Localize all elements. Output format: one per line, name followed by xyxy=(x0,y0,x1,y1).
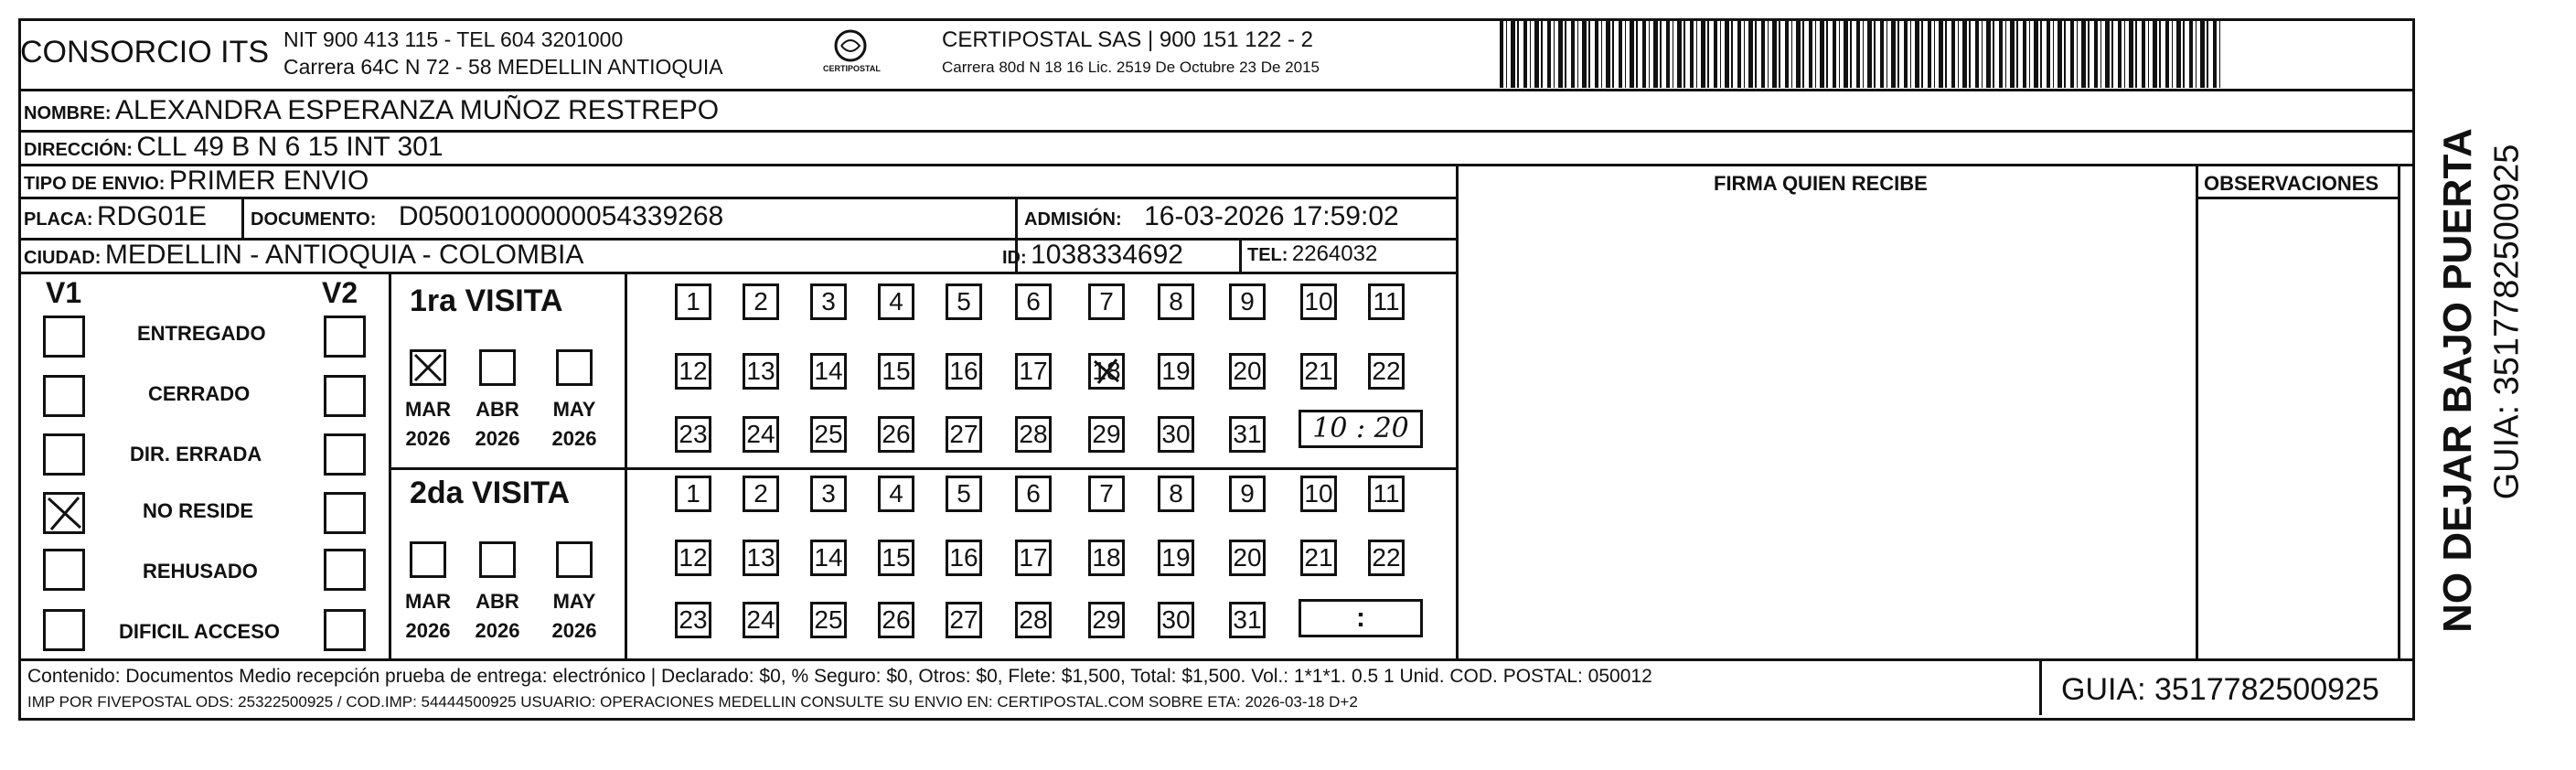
divider xyxy=(18,197,1459,199)
first-visit-day-13[interactable]: 13 xyxy=(743,353,779,390)
placa-value: RDG01E xyxy=(97,201,208,231)
divider xyxy=(2196,164,2198,658)
status-entregado: ENTREGADO xyxy=(137,322,266,345)
direccion-label: DIRECCIÓN: xyxy=(24,140,133,160)
first-visit-month-mar-checkbox[interactable] xyxy=(410,349,446,386)
divider xyxy=(389,272,391,658)
divider xyxy=(18,89,2412,91)
second-visit-time: : xyxy=(1356,603,1365,633)
status-no-reside: NO RESIDE xyxy=(143,499,254,522)
first-visit-day-19[interactable]: 19 xyxy=(1158,353,1194,390)
logo-text: CERTIPOSTAL xyxy=(823,64,881,73)
first-visit-day-18[interactable]: 18 xyxy=(1088,353,1125,390)
first-visit-title: 1ra VISITA xyxy=(410,283,563,318)
second-visit-day-15[interactable]: 15 xyxy=(878,540,914,576)
side-guia: GUIA: 3517782500925 xyxy=(2487,144,2527,500)
id-field xyxy=(1002,240,1183,271)
first-visit-day-8[interactable]: 8 xyxy=(1158,283,1194,320)
first-visit-month-abr-checkbox[interactable] xyxy=(479,349,516,386)
second-visit-day-11[interactable]: 11 xyxy=(1368,476,1405,512)
status-dir-errada: DIR. ERRADA xyxy=(130,443,262,465)
direccion-field xyxy=(24,132,444,163)
second-visit-day-27[interactable]: 27 xyxy=(946,602,982,638)
year-label: 2026 xyxy=(551,427,597,450)
v2-label: V2 xyxy=(322,276,358,309)
divider xyxy=(18,272,1459,274)
second-visit-day-19[interactable]: 19 xyxy=(1158,540,1194,576)
id-label: ID: xyxy=(1002,248,1027,268)
first-visit-day-5[interactable]: 5 xyxy=(946,283,982,320)
divider xyxy=(18,658,2412,661)
tel-value: 2264032 xyxy=(1291,241,1378,266)
ciudad-label: CIUDAD: xyxy=(24,248,102,268)
second-visit-month-mar-checkbox[interactable] xyxy=(410,541,446,578)
first-visit-day-9[interactable]: 9 xyxy=(1229,283,1266,320)
placa-field xyxy=(24,201,207,232)
divider xyxy=(241,197,244,238)
nombre-field xyxy=(24,95,719,126)
first-visit-day-30[interactable]: 30 xyxy=(1158,416,1194,453)
x-mark-icon xyxy=(46,495,82,531)
tipo-envio-value: PRIMER ENVIO xyxy=(168,166,369,196)
divider xyxy=(18,164,2412,166)
second-visit-day-17[interactable]: 17 xyxy=(1015,540,1052,576)
first-visit-time-box[interactable] xyxy=(1299,410,1423,448)
second-visit-day-9[interactable]: 9 xyxy=(1229,476,1266,512)
second-visit-day-12[interactable]: 12 xyxy=(675,540,711,576)
first-visit-day-31[interactable]: 31 xyxy=(1229,416,1266,453)
second-visit-day-5[interactable]: 5 xyxy=(946,476,982,512)
second-visit-day-31[interactable]: 31 xyxy=(1229,602,1266,638)
admision-field xyxy=(1024,201,1399,232)
first-visit-day-2[interactable]: 2 xyxy=(743,283,779,320)
v1-checkbox-no-reside[interactable] xyxy=(43,492,85,534)
second-visit-day-18[interactable]: 18 xyxy=(1088,540,1125,576)
first-visit-day-3[interactable]: 3 xyxy=(810,283,847,320)
documento-field xyxy=(251,201,723,232)
footer-guia: GUIA: 3517782500925 xyxy=(2061,672,2379,707)
first-visit-day-12[interactable]: 12 xyxy=(675,353,711,390)
year-label: 2026 xyxy=(551,619,597,642)
company-address: Carrera 64C N 72 - 58 MEDELLIN ANTIOQUIA xyxy=(283,55,723,79)
second-visit-day-4[interactable]: 4 xyxy=(878,476,914,512)
month-label: MAY xyxy=(552,398,596,421)
imp-text: IMP POR FIVEPOSTAL ODS: 25322500925 / COD.IMP: 54444500925 USUARIO: OPERACIONES MEDELLIN CONSULTE SU ENVIO EN: CERTIPOSTAL.COM SOBRE ETA: 2026-03-18 D+2 xyxy=(27,693,1358,711)
second-visit-day-21[interactable]: 21 xyxy=(1300,540,1337,576)
first-visit-day-17[interactable]: 17 xyxy=(1015,353,1052,390)
status-dificil-acceso: DIFICIL ACCESO xyxy=(119,620,281,643)
second-visit-day-13[interactable]: 13 xyxy=(743,540,779,576)
status-rehusado: REHUSADO xyxy=(143,560,258,583)
first-visit-day-27[interactable]: 27 xyxy=(946,416,982,453)
x-mark-icon xyxy=(412,352,444,383)
tel-label: TEL: xyxy=(1247,245,1288,265)
year-label: 2026 xyxy=(475,619,520,642)
second-visit-day-29[interactable]: 29 xyxy=(1088,602,1125,638)
divider xyxy=(389,467,1459,470)
v1-checkbox-cerrado[interactable] xyxy=(43,375,85,417)
certipostal-line: CERTIPOSTAL SAS | 900 151 122 - 2 xyxy=(942,27,1313,52)
second-visit-day-25[interactable]: 25 xyxy=(810,602,847,638)
second-visit-month-abr-checkbox[interactable] xyxy=(479,541,516,578)
year-label: 2026 xyxy=(475,427,520,450)
v2-checkbox-rehusado[interactable] xyxy=(324,549,366,591)
first-visit-day-26[interactable]: 26 xyxy=(878,416,914,453)
v2-checkbox-dir-errada[interactable] xyxy=(324,433,366,476)
observaciones-header: OBSERVACIONES xyxy=(2204,172,2379,195)
first-visit-day-21[interactable]: 21 xyxy=(1300,353,1337,390)
divider xyxy=(625,272,627,658)
second-visit-day-20[interactable]: 20 xyxy=(1229,540,1266,576)
first-visit-day-4[interactable]: 4 xyxy=(878,283,914,320)
admision-label: ADMISIÓN: xyxy=(1024,209,1122,230)
year-label: 2026 xyxy=(405,427,451,450)
second-visit-time-box[interactable] xyxy=(1299,599,1423,637)
divider xyxy=(1456,164,1459,658)
firma-header: FIRMA QUIEN RECIBE xyxy=(1714,172,1928,195)
divider xyxy=(2039,658,2042,715)
divider xyxy=(2196,197,2400,199)
first-visit-day-6[interactable]: 6 xyxy=(1015,283,1052,320)
first-visit-day-24[interactable]: 24 xyxy=(743,416,779,453)
nombre-value: ALEXANDRA ESPERANZA MUÑOZ RESTREPO xyxy=(115,95,720,125)
month-label: ABR xyxy=(476,398,519,421)
first-visit-day-7[interactable]: 7 xyxy=(1088,283,1125,320)
divider xyxy=(1239,238,1242,272)
v1-label: V1 xyxy=(46,276,82,309)
v1-checkbox-entregado[interactable] xyxy=(43,315,85,358)
first-visit-day-11[interactable]: 11 xyxy=(1368,283,1405,320)
v2-checkbox-cerrado[interactable] xyxy=(324,375,366,417)
second-visit-day-8[interactable]: 8 xyxy=(1158,476,1194,512)
month-label: MAR xyxy=(404,398,452,421)
first-visit-day-23[interactable]: 23 xyxy=(675,416,711,453)
nombre-label: NOMBRE: xyxy=(24,103,112,123)
x-mark-icon xyxy=(1091,356,1122,387)
first-visit-day-15[interactable]: 15 xyxy=(878,353,914,390)
nit-line: NIT 900 413 115 - TEL 604 3201000 xyxy=(283,27,624,51)
first-visit-day-16[interactable]: 16 xyxy=(946,353,982,390)
second-visit-day-3[interactable]: 3 xyxy=(810,476,847,512)
status-cerrado: CERRADO xyxy=(148,382,251,405)
first-visit-month-may-checkbox[interactable] xyxy=(556,349,593,386)
first-visit-day-22[interactable]: 22 xyxy=(1368,353,1405,390)
tel-field xyxy=(1247,241,1377,267)
v2-checkbox-dificil-acceso[interactable] xyxy=(324,609,366,651)
company-name: CONSORCIO ITS xyxy=(20,35,270,70)
v1-checkbox-dir-errada[interactable] xyxy=(43,433,85,476)
second-visit-day-6[interactable]: 6 xyxy=(1015,476,1052,512)
second-visit-day-30[interactable]: 30 xyxy=(1158,602,1194,638)
second-visit-day-16[interactable]: 16 xyxy=(946,540,982,576)
v2-checkbox-entregado[interactable] xyxy=(324,315,366,358)
documento-value: D05001000000054339268 xyxy=(398,201,724,231)
side-warning: NO DEJAR BAJO PUERTA xyxy=(2435,128,2480,633)
ciudad-field xyxy=(24,240,583,271)
first-visit-day-25[interactable]: 25 xyxy=(810,416,847,453)
first-visit-day-20[interactable]: 20 xyxy=(1229,353,1266,390)
month-label: ABR xyxy=(476,590,519,613)
divider xyxy=(2398,164,2400,658)
first-visit-day-10[interactable]: 10 xyxy=(1300,283,1337,320)
month-label: MAR xyxy=(404,590,452,613)
first-visit-day-29[interactable]: 29 xyxy=(1088,416,1125,453)
certipostal-address: Carrera 80d N 18 16 Lic. 2519 De Octubre 23 De 2015 xyxy=(942,59,1320,76)
first-visit-day-14[interactable]: 14 xyxy=(810,353,847,390)
first-visit-day-28[interactable]: 28 xyxy=(1015,416,1052,453)
second-visit-day-2[interactable]: 2 xyxy=(743,476,779,512)
first-visit-time: 10 : 20 xyxy=(1312,412,1409,444)
second-visit-day-28[interactable]: 28 xyxy=(1015,602,1052,638)
second-visit-day-23[interactable]: 23 xyxy=(675,602,711,638)
ciudad-value: MEDELLIN - ANTIOQUIA - COLOMBIA xyxy=(104,240,584,270)
second-visit-title: 2da VISITA xyxy=(410,476,571,510)
second-visit-day-1[interactable]: 1 xyxy=(675,476,711,512)
second-visit-day-7[interactable]: 7 xyxy=(1088,476,1125,512)
second-visit-day-14[interactable]: 14 xyxy=(810,540,847,576)
second-visit-day-26[interactable]: 26 xyxy=(878,602,914,638)
v2-checkbox-no-reside[interactable] xyxy=(324,492,366,534)
tipo-envio-label: TIPO DE ENVIO: xyxy=(24,174,166,194)
v1-checkbox-rehusado[interactable] xyxy=(43,549,85,591)
documento-label: DOCUMENTO: xyxy=(251,209,377,230)
second-visit-month-may-checkbox[interactable] xyxy=(556,541,593,578)
admision-value: 16-03-2026 17:59:02 xyxy=(1144,201,1399,231)
month-label: MAY xyxy=(552,590,596,613)
placa-label: PLACA: xyxy=(24,209,93,230)
id-value: 1038334692 xyxy=(1031,240,1183,270)
tipo-envio-field xyxy=(24,166,369,197)
second-visit-day-22[interactable]: 22 xyxy=(1368,540,1405,576)
second-visit-day-24[interactable]: 24 xyxy=(743,602,779,638)
contenido-text: Contenido: Documentos Medio recepción prueba de entrega: electrónico | Declarado: $0, % Seguro: $0, Otros: $0, Flete: $1,500, Total: $1,500. Vol.: 1*1*1. 0.5 1 Unid. COD. POSTAL: 050012 xyxy=(27,666,1652,687)
direccion-value: CLL 49 B N 6 15 INT 301 xyxy=(136,132,444,162)
v1-checkbox-dificil-acceso[interactable] xyxy=(43,609,85,651)
second-visit-day-10[interactable]: 10 xyxy=(1300,476,1337,512)
first-visit-day-1[interactable]: 1 xyxy=(675,283,711,320)
year-label: 2026 xyxy=(405,619,451,642)
